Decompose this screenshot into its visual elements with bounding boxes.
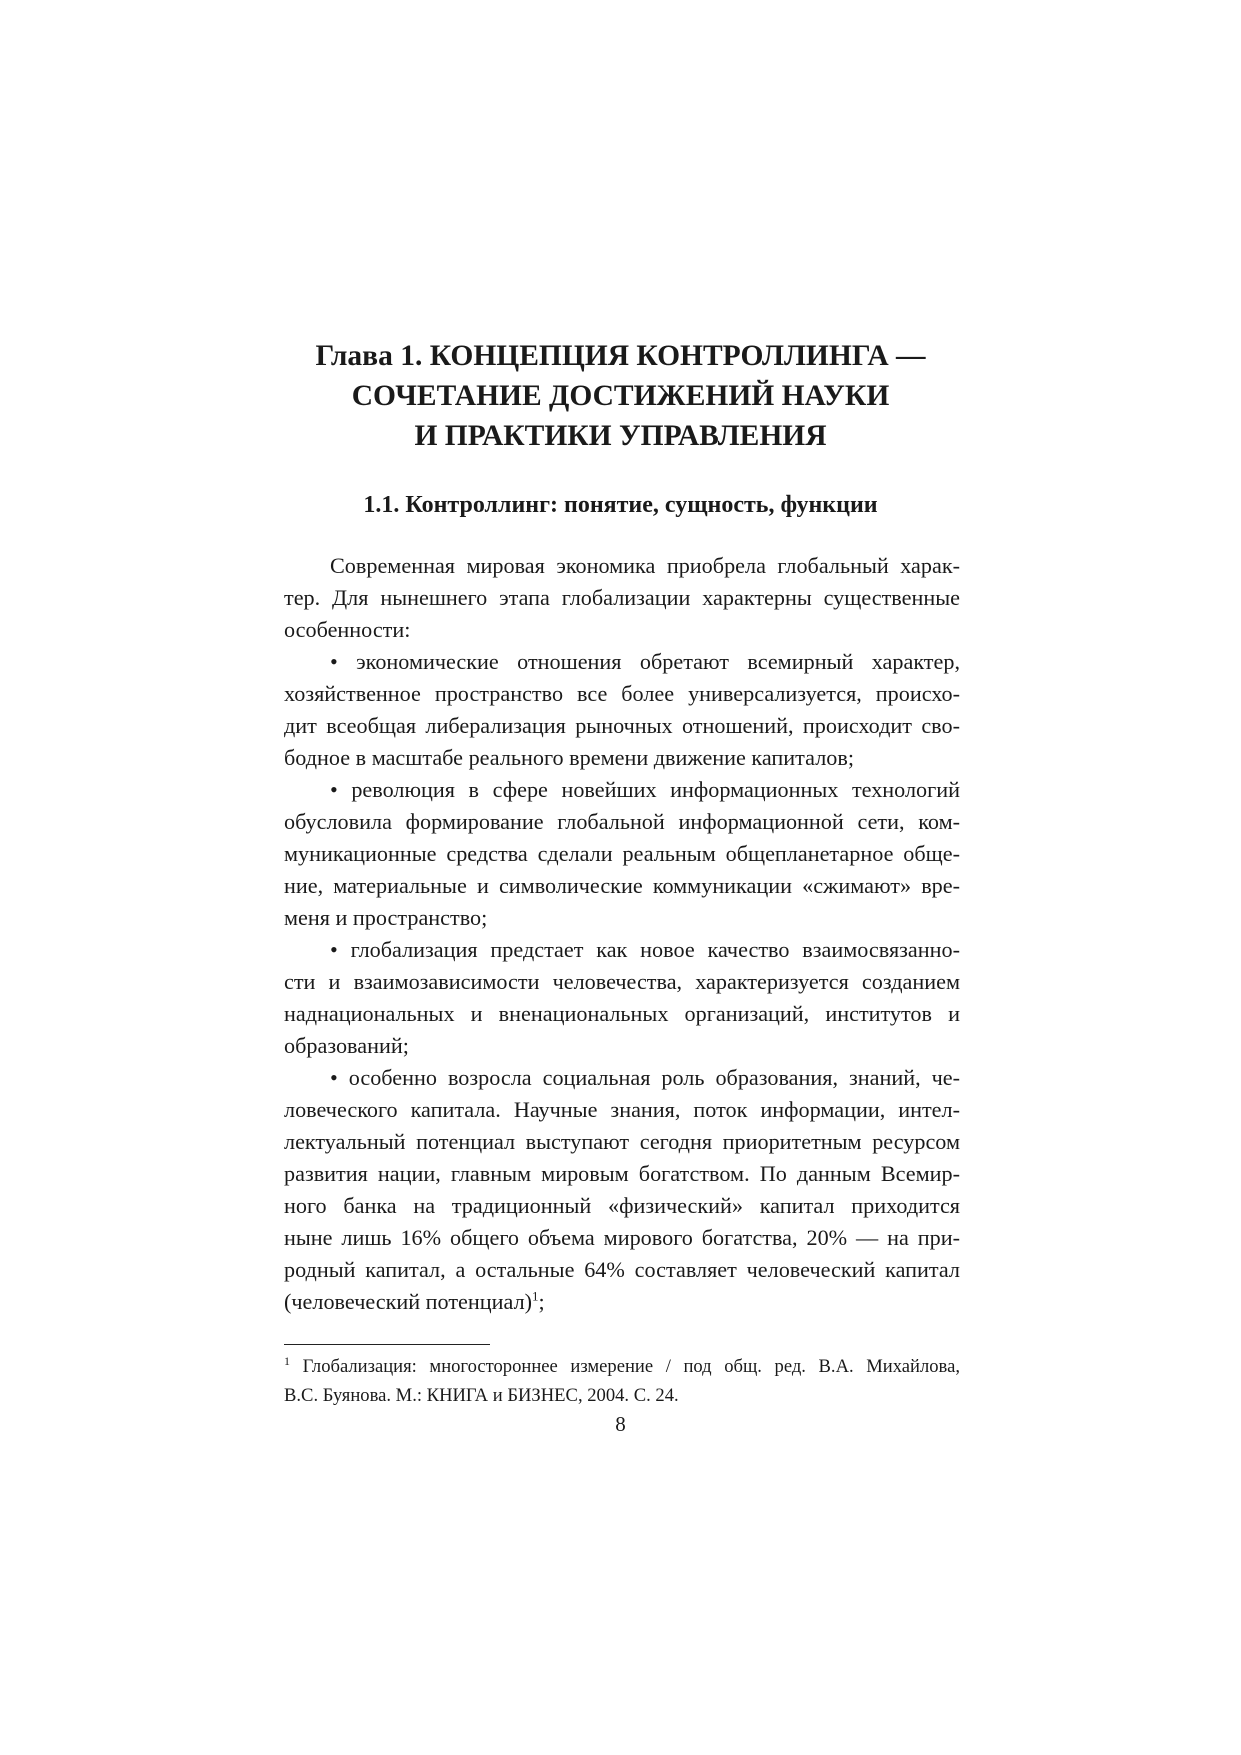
chapter-title-line: И ПРАКТИКИ УПРАВЛЕНИЯ	[414, 420, 827, 452]
body-text	[284, 550, 960, 1318]
text-line: меня и пространство;	[284, 905, 488, 930]
text-fragment: (человеческий потенциал)	[284, 1289, 533, 1314]
section-title: 1.1. Контроллинг: понятие, сущность, функции	[363, 492, 878, 518]
footnote-separator	[284, 1344, 490, 1345]
text-fragment: ;	[538, 1289, 545, 1314]
text-line: тер. Для нынешнего этапа глобализации характерны существенные	[284, 585, 960, 610]
text-line: обусловила формирование глобальной информационной сети, ком-	[284, 809, 960, 834]
bullet-line: • экономические отношения обретают всемирный характер,	[330, 649, 960, 674]
text-line: муникационные средства сделали реальным общепланетарное обще-	[284, 841, 960, 866]
text-line-with-footnote-ref	[284, 1286, 960, 1318]
text-line: образований;	[284, 1033, 409, 1058]
text-line: ного банка на традиционный «физический» капитал приходится	[284, 1193, 960, 1218]
text-line: наднациональных и вненациональных организаций, институтов и	[284, 1001, 960, 1026]
chapter-title-line: СОЧЕТАНИЕ ДОСТИЖЕНИЙ НАУКИ	[351, 380, 890, 412]
text-line: ныне лишь 16% общего объема мирового богатства, 20% — на при-	[284, 1225, 960, 1250]
footnote-mark: 1	[284, 1353, 290, 1368]
chapter-title	[200, 336, 1041, 456]
page-number: 8	[615, 1412, 626, 1436]
bullet-line: • особенно возросла социальная роль образования, знаний, че-	[330, 1065, 960, 1090]
text-line: ловеческого капитала. Научные знания, поток информации, интел-	[284, 1097, 960, 1122]
footnote	[284, 1352, 960, 1410]
text-line: сти и взаимозависимости человечества, характеризуется созданием	[284, 969, 960, 994]
footnote-reference: 1	[532, 1288, 539, 1304]
text-line: бодное в масштабе реального времени движение капиталов;	[284, 745, 854, 770]
footnote-line: В.С. Буянова. М.: КНИГА и БИЗНЕС, 2004. С. 24.	[284, 1385, 679, 1406]
text-line: развития нации, главным мировым богатством. По данным Всемир-	[284, 1161, 960, 1186]
bullet-line: • революция в сфере новейших информационных технологий	[330, 777, 960, 802]
chapter-title-line: Глава 1. КОНЦЕПЦИЯ КОНТРОЛЛИНГА —	[315, 340, 926, 372]
text-line: дит всеобщая либерализация рыночных отношений, происходит сво-	[284, 713, 960, 738]
text-line: Современная мировая экономика приобрела глобальный харак-	[330, 553, 960, 578]
text-line: родный капитал, а остальные 64% составляет человеческий капитал	[284, 1257, 960, 1282]
text-line: лектуальный потенциал выступают сегодня приоритетным ресурсом	[284, 1129, 960, 1154]
footnote-text: Глобализация: многостороннее измерение / под общ. ред. В.А. Михайлова,	[290, 1356, 960, 1377]
footnote-line	[284, 1352, 960, 1381]
text-line: особенности:	[284, 617, 411, 642]
bullet-line: • глобализация предстает как новое качество взаимосвязанно-	[330, 937, 960, 962]
text-line: ние, материальные и символические коммуникации «сжимают» вре-	[284, 873, 960, 898]
text-line: хозяйственное пространство все более универсализуется, происхо-	[284, 681, 960, 706]
